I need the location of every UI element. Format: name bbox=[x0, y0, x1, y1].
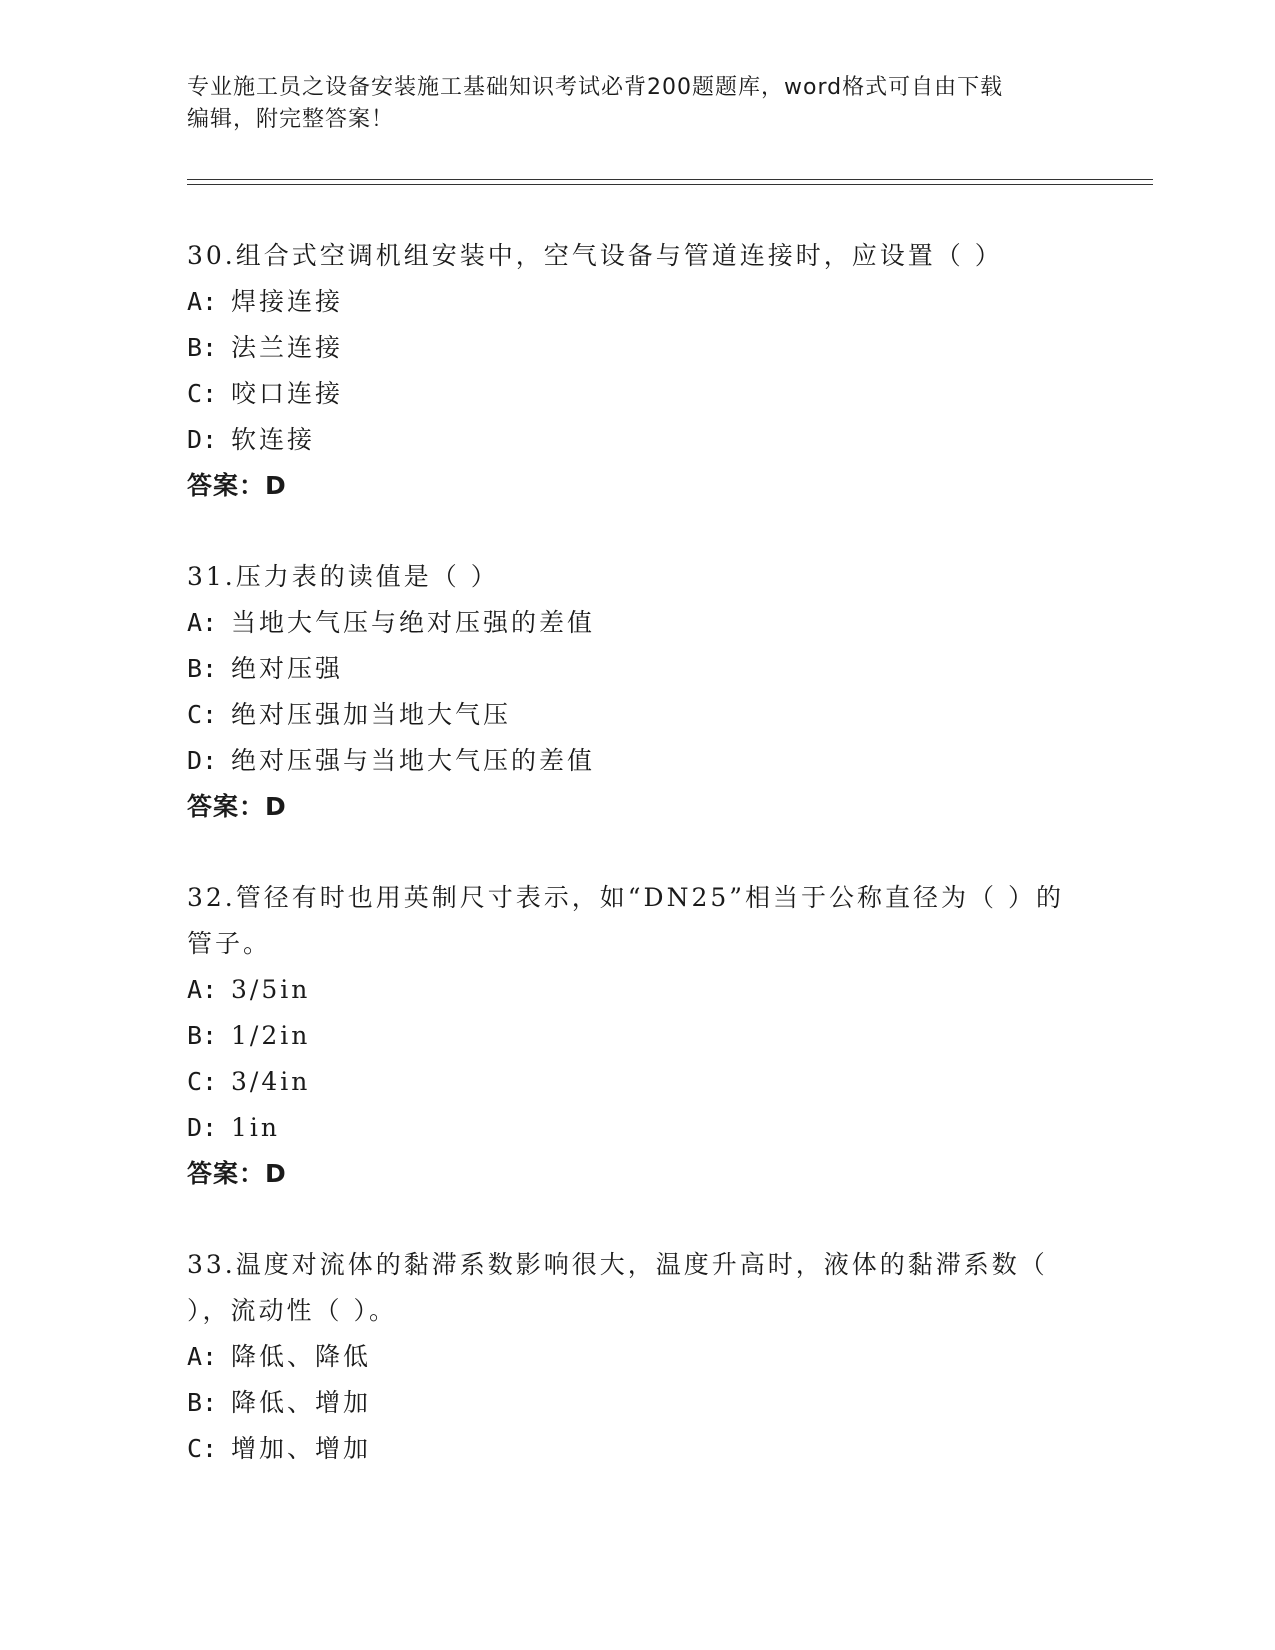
option-c bbox=[187, 692, 1087, 738]
option-text: 软连接 bbox=[231, 425, 316, 454]
option-letter: A: bbox=[187, 608, 218, 637]
option-text: 1/2in bbox=[231, 1021, 311, 1050]
header-line-2: 编辑，附完整答案！ bbox=[187, 107, 395, 132]
option-letter: D: bbox=[187, 746, 218, 775]
option-a bbox=[187, 600, 1087, 646]
question-stem: 33.温度对流体的黏滞系数影响很大，温度升高时，液体的黏滞系数（ ），流动性（ ）。 bbox=[187, 1250, 1048, 1325]
option-b bbox=[187, 1380, 1087, 1426]
option-c bbox=[187, 371, 1087, 417]
option-text: 咬口连接 bbox=[231, 379, 344, 408]
option-text: 焊接连接 bbox=[231, 287, 344, 316]
option-b bbox=[187, 325, 1087, 371]
option-a bbox=[187, 1334, 1087, 1380]
option-d bbox=[187, 1105, 1087, 1151]
document-header bbox=[187, 72, 1067, 136]
header-line-1: 专业施工员之设备安装施工基础知识考试必背200题题库，word格式可自由下载 bbox=[187, 75, 1004, 100]
option-b bbox=[187, 646, 1087, 692]
option-text: 绝对压强加当地大气压 bbox=[231, 700, 512, 729]
option-text: 绝对压强 bbox=[231, 654, 344, 683]
option-text: 降低、降低 bbox=[231, 1342, 372, 1371]
option-text: 3/4in bbox=[231, 1067, 311, 1096]
question-33 bbox=[187, 1242, 1087, 1472]
option-letter: C: bbox=[187, 1434, 218, 1463]
option-letter: A: bbox=[187, 975, 218, 1004]
question-stem: 30.组合式空调机组安装中，空气设备与管道连接时，应设置（ ） bbox=[187, 241, 1003, 270]
option-letter: A: bbox=[187, 1342, 218, 1371]
option-text: 绝对压强与当地大气压的差值 bbox=[231, 746, 596, 775]
option-letter: C: bbox=[187, 379, 218, 408]
question-30 bbox=[187, 233, 1087, 509]
option-d bbox=[187, 417, 1087, 463]
option-text: 降低、增加 bbox=[231, 1388, 372, 1417]
option-c bbox=[187, 1059, 1087, 1105]
answer-line: 答案：D bbox=[187, 792, 287, 821]
answer-line: 答案：D bbox=[187, 471, 287, 500]
option-d bbox=[187, 738, 1087, 784]
header-divider-bottom bbox=[187, 184, 1153, 185]
option-c bbox=[187, 1426, 1087, 1472]
option-letter: C: bbox=[187, 700, 218, 729]
option-letter: C: bbox=[187, 1067, 218, 1096]
option-letter: B: bbox=[187, 654, 218, 683]
question-31 bbox=[187, 554, 1087, 830]
option-letter: A: bbox=[187, 287, 218, 316]
option-letter: B: bbox=[187, 333, 218, 362]
option-a bbox=[187, 279, 1087, 325]
option-letter: B: bbox=[187, 1021, 218, 1050]
option-text: 当地大气压与绝对压强的差值 bbox=[231, 608, 596, 637]
option-text: 1in bbox=[231, 1113, 281, 1142]
question-32 bbox=[187, 875, 1087, 1197]
option-letter: D: bbox=[187, 425, 218, 454]
answer-line: 答案：D bbox=[187, 1159, 287, 1188]
header-divider-top bbox=[187, 179, 1153, 180]
question-stem: 31.压力表的读值是（ ） bbox=[187, 562, 499, 591]
question-stem: 32.管径有时也用英制尺寸表示，如“DN25”相当于公称直径为（ ）的管子。 bbox=[187, 883, 1064, 958]
option-letter: B: bbox=[187, 1388, 218, 1417]
option-text: 增加、增加 bbox=[231, 1434, 372, 1463]
question-list bbox=[187, 233, 1087, 1517]
option-a bbox=[187, 967, 1087, 1013]
option-text: 法兰连接 bbox=[231, 333, 344, 362]
option-b bbox=[187, 1013, 1087, 1059]
option-text: 3/5in bbox=[231, 975, 311, 1004]
option-letter: D: bbox=[187, 1113, 218, 1142]
